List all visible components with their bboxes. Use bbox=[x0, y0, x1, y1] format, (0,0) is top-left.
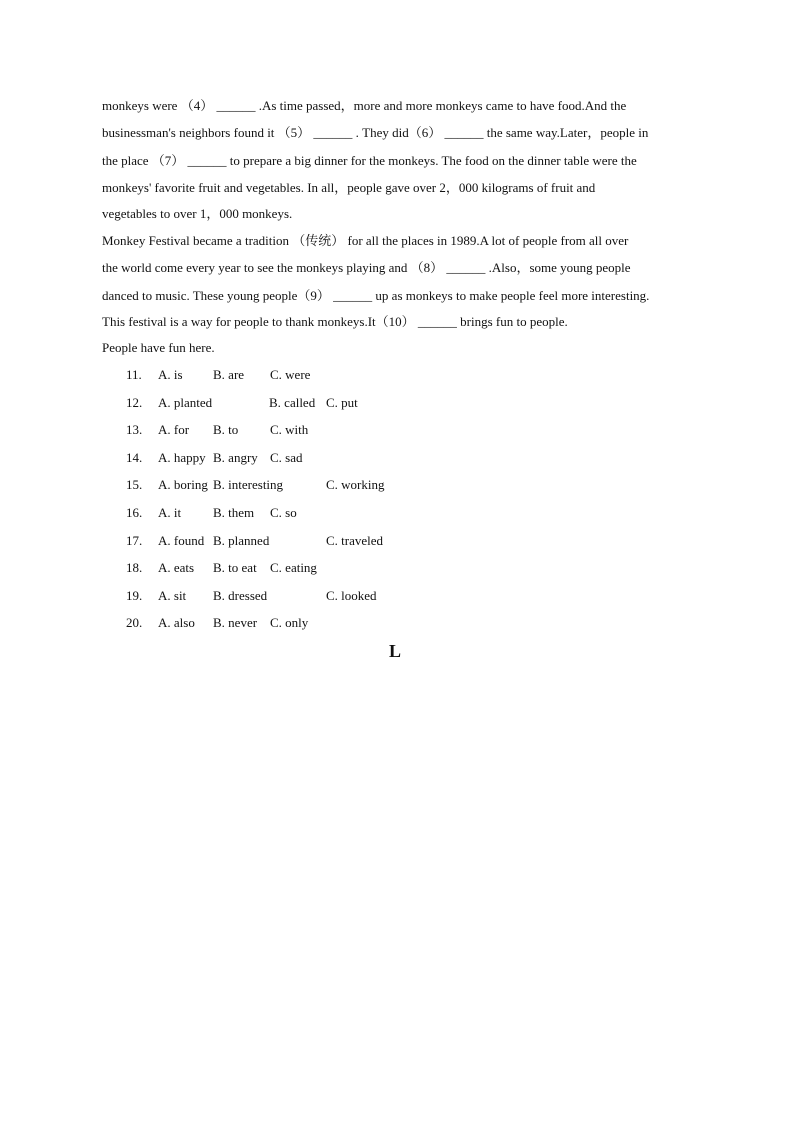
option-a: A. it bbox=[158, 504, 182, 520]
passage-line: vegetables to over 1，000 monkeys. bbox=[102, 206, 293, 222]
option-b: B. them bbox=[213, 504, 255, 520]
passage bbox=[102, 92, 702, 361]
question-row bbox=[126, 361, 446, 389]
option-c: C. eating bbox=[270, 560, 317, 576]
question-number: 20. bbox=[126, 615, 143, 631]
question-number: 14. bbox=[126, 449, 143, 465]
option-b: B. planned bbox=[213, 532, 270, 548]
question-row bbox=[126, 609, 446, 637]
option-b: B. interesting bbox=[213, 477, 284, 493]
option-b: B. to eat bbox=[213, 560, 257, 576]
option-c: C. were bbox=[270, 367, 311, 382]
question-number: 12. bbox=[126, 394, 143, 410]
option-a: A. also bbox=[158, 615, 195, 631]
question-number: 19. bbox=[126, 587, 143, 603]
question-row bbox=[126, 444, 446, 472]
passage-line: This festival is a way for people to thank monkeys.It（10） ______ brings fun to people. bbox=[102, 314, 568, 330]
passage-line: businessman's neighbors found it （5） ______ . They did（6） ______ the same way.Later，people in bbox=[102, 125, 649, 141]
option-a: A. happy bbox=[158, 449, 206, 465]
option-b: B. dressed bbox=[213, 587, 268, 603]
footer-letter: L bbox=[389, 641, 402, 661]
passage-line: Monkey Festival became a tradition （传统） for all the places in 1989.A lot of people from all over bbox=[102, 233, 629, 249]
passage-line: monkeys were （4） ______ .As time passed，more and more monkeys came to have food.And the bbox=[102, 98, 627, 113]
option-b: B. to bbox=[213, 422, 239, 438]
option-a: A. planted bbox=[158, 394, 213, 410]
option-b: B. are bbox=[213, 367, 245, 382]
passage-line: the place （7） ______ to prepare a big dinner for the monkeys. The food on the dinner table were the bbox=[102, 152, 637, 168]
option-c: C. with bbox=[270, 422, 309, 438]
passage-line: monkeys' favorite fruit and vegetables. In all，people gave over 2，000 kilograms of fruit and bbox=[102, 179, 596, 195]
passage-line: danced to music. These young people（9） ______ up as monkeys to make people feel more interesting. bbox=[102, 287, 650, 303]
option-b: B. angry bbox=[213, 449, 258, 465]
option-c: C. sad bbox=[270, 449, 303, 465]
option-c: C. looked bbox=[326, 587, 377, 603]
question-number: 18. bbox=[126, 560, 143, 576]
question-number: 13. bbox=[126, 422, 143, 438]
question-number: 15. bbox=[126, 477, 143, 493]
option-c: C. only bbox=[270, 615, 309, 631]
option-c: C. so bbox=[270, 504, 297, 520]
question-row bbox=[126, 499, 446, 527]
question-row bbox=[126, 527, 446, 555]
passage-line: People have fun here. bbox=[102, 340, 215, 356]
question-number: 11. bbox=[126, 367, 142, 382]
option-b: B. never bbox=[213, 615, 258, 631]
question-row bbox=[126, 389, 446, 417]
passage-line: the world come every year to see the monkeys playing and （8） ______ .Also，some young people bbox=[102, 260, 631, 276]
option-a: A. is bbox=[158, 367, 183, 382]
option-b: B. called bbox=[269, 394, 316, 410]
question-row bbox=[126, 471, 446, 499]
option-a: A. for bbox=[158, 422, 190, 438]
option-c: C. traveled bbox=[326, 532, 384, 548]
question-row bbox=[126, 582, 446, 610]
option-a: A. sit bbox=[158, 587, 187, 603]
option-c: C. put bbox=[326, 394, 358, 410]
question-row bbox=[126, 416, 446, 444]
option-c: C. working bbox=[326, 477, 385, 493]
option-a: A. boring bbox=[158, 477, 208, 493]
question-number: 17. bbox=[126, 532, 143, 548]
question-list bbox=[126, 361, 446, 637]
option-a: A. eats bbox=[158, 560, 195, 576]
question-number: 16. bbox=[126, 504, 143, 520]
option-a: A. found bbox=[158, 532, 205, 548]
question-row bbox=[126, 554, 446, 582]
